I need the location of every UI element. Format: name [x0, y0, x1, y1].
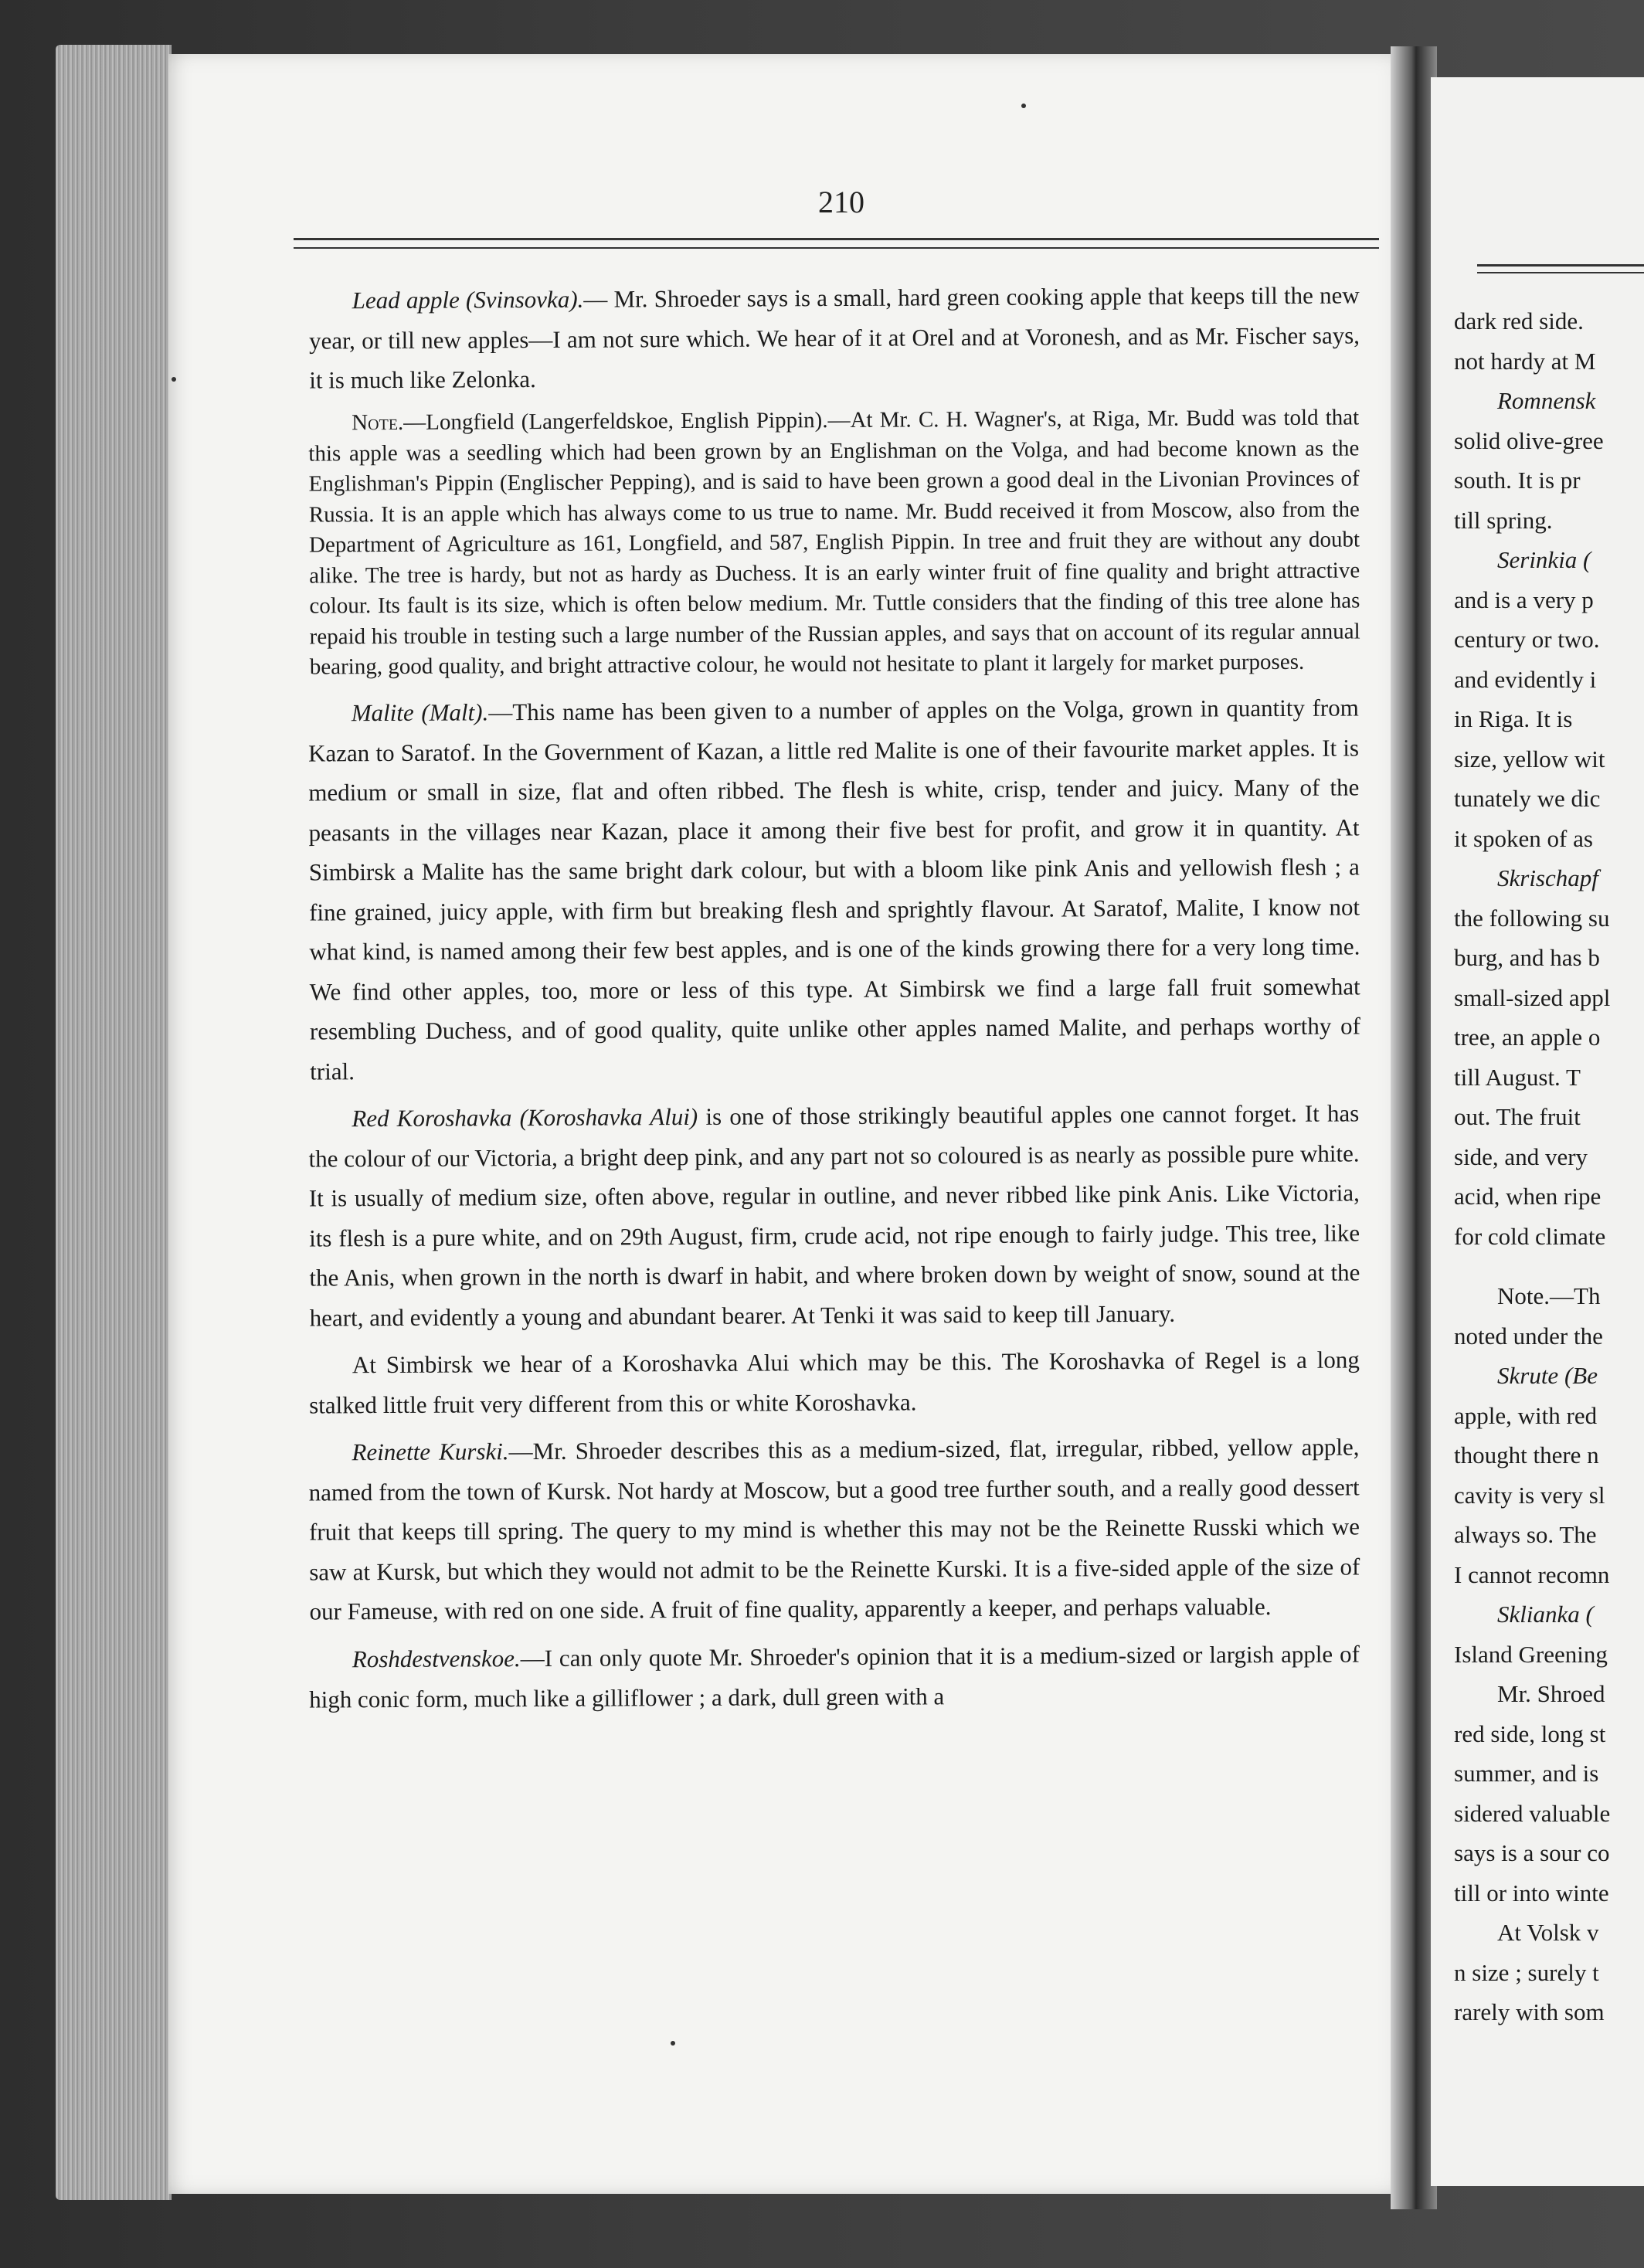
book-page-edges — [56, 45, 172, 2200]
right-page-line: till or into winte — [1454, 1879, 1609, 1906]
entry-heading: Roshdestvenskoe. — [352, 1644, 521, 1672]
entry-koroshavka-note — [309, 1339, 1360, 1424]
right-page-line: dark red side. — [1454, 307, 1584, 334]
entry-body: is one of those strikingly beautiful apples one cannot forget. It has the colour of our Victoria, a bright deep pink, and any part not so coloured is as nearly as possible pure white. It is usually of medium size, often above, regular in outline, and never ribbed like pink Anis. Like Victoria, its flesh is a pure white, and on 29th August, firm, crude acid, not ripe enough to fairly judge. This tree, like the Anis, when grown in the north is dwarf in habit, and where broken down by weight of snow, sound at the heart, and evidently a young and abundant bearer. At Tenki it was said to keep till January. — [308, 1099, 1360, 1332]
scan-speck — [671, 2041, 675, 2046]
right-page-line: red side, long st — [1454, 1720, 1606, 1747]
right-page-line: always so. The — [1454, 1521, 1597, 1548]
right-page-line: tree, an apple o — [1454, 1024, 1601, 1051]
entry-body: —This name has been given to a number of apples on the Volga, grown in quantity from Kazan to Saratof. In the Government of Kazan, a little red Malite is one of their favourite market apples. It is medium or small in size, flat and often ribbed. The flesh is white, crisp, tender and juicy. Many of the peasants in the villages near Kazan, place it among their five best for profit, and grow it in quantity. At Simbirsk a Malite has the same bright dark colour, but with a bloom like pink Anis and yellowish flesh ; a fine grained, juicy apple, with firm but breaking flesh and sprightly flavour. At Saratof, Malite, I know not what kind, is named among their few best apples, and is one of the kinds growing there for a very long time. We find other apples, too, more or less of this type. At Simbirsk we find a large fall fruit somewhat resembling Duchess, and of good quality, quite unlike other apples named Malite, and perhaps worthy of trial. — [307, 694, 1361, 1085]
right-page-line: size, yellow wit — [1454, 745, 1605, 772]
right-page-line: out. The fruit — [1454, 1103, 1581, 1130]
scan-speck — [172, 377, 176, 382]
entry-body: —I can only quote Mr. Shroeder's opinion that it is a medium-sized or largish apple of high conic form, much like a gilliflower ; a dark, dull green with a — [309, 1639, 1360, 1713]
right-page-line: Mr. Shroed — [1497, 1680, 1605, 1707]
right-page-line: rarely with som — [1454, 1998, 1605, 2025]
right-page-line: the following su — [1454, 904, 1610, 932]
header-rule — [294, 238, 1379, 249]
right-page-line: apple, with red — [1454, 1401, 1598, 1429]
right-page-line: century or two. — [1454, 626, 1600, 653]
entry-body: —Longfield (Langerfeldskoe, English Pippin).—At Mr. C. H. Wagner's, at Riga, Mr. Budd was told that this apple was a seedling which had been grown by an Englishman on the Volga, and had become known as the Englishman's Pippin (Englischer Pepping), and is said to have been grown a good deal in the Livonian Provinces of Russia. It is an apple which has always come to us true to name. Mr. Budd received it from Moscow, also from the Department of Agriculture as 161, Longfield, and 587, English Pippin. In tree and fruit they are without any doubt alike. The tree is hardy, but not as hardy as Duchess. It is an early winter fruit of fine quality and bright attractive colour. Its fault is its size, which is often below medium. Mr. Tuttle considers that the finding of this tree alone has repaid his trouble in testing such a large number of the Russian apples, and says that on account of its regular annual bearing, good quality, and bright attractive colour, he would not hesitate to plant it largely for market purposes. — [308, 404, 1360, 680]
right-page-line: acid, when ripe — [1454, 1183, 1602, 1210]
right-page-line: Sklianka ( — [1497, 1601, 1594, 1628]
entry-heading: Lead apple (Svinsovka). — [352, 285, 584, 314]
page-number: 210 — [818, 185, 864, 219]
right-page-line: At Volsk v — [1497, 1919, 1599, 1946]
right-page-line: summer, and is — [1454, 1760, 1599, 1787]
right-page-line: cavity is very sl — [1454, 1481, 1605, 1509]
entry-heading: Red Koroshavka (Koroshavka Alui) — [352, 1102, 698, 1132]
right-page-line: says is a sour co — [1454, 1839, 1610, 1866]
entry-body: — Mr. Shroeder says is a small, hard green cooking apple that keeps till the new year, or till new apples—I am not sure which. We hear of it at Orel and at Voronesh, and as Mr. Fischer says, it is much like Zelonka. — [308, 281, 1360, 394]
entry-note-longfield — [308, 402, 1360, 683]
book-gutter — [1391, 46, 1437, 2209]
right-page-gap — [1454, 1256, 1644, 1276]
right-page-line: thought there n — [1454, 1441, 1599, 1468]
entry-heading: Malite (Malt). — [351, 698, 489, 727]
right-page-line: burg, and has b — [1454, 944, 1600, 971]
right-page-text — [1454, 301, 1644, 2032]
right-page-line: I cannot recomn — [1454, 1560, 1610, 1588]
right-page-line: noted under the — [1454, 1322, 1603, 1350]
main-text-column — [309, 278, 1360, 1724]
right-page-header-rule — [1477, 264, 1644, 273]
right-page-line: and is a very p — [1454, 586, 1594, 613]
right-page-line: tunately we dic — [1454, 785, 1601, 812]
right-page-line: and evidently i — [1454, 665, 1597, 693]
right-page-line: small-sized appl — [1454, 983, 1611, 1011]
scan-speck — [1021, 104, 1026, 108]
right-page-line: till spring. — [1454, 506, 1553, 534]
right-page-line: not hardy at M — [1454, 347, 1596, 375]
right-page-line: solid olive-gree — [1454, 426, 1604, 454]
entry-heading: Reinette Kurski. — [352, 1438, 509, 1466]
right-page-line: till August. T — [1454, 1063, 1581, 1091]
entry-red-koroshavka — [308, 1093, 1360, 1337]
note-heading: Note. — [352, 409, 404, 435]
right-page-line: Skrischapf — [1497, 864, 1598, 891]
right-page-line: Island Greening — [1454, 1640, 1608, 1668]
right-page-line: for cold climate — [1454, 1222, 1606, 1250]
right-page-line: sidered valuable — [1454, 1799, 1611, 1827]
right-page-line: side, and very — [1454, 1142, 1588, 1170]
entry-reinette-kurski — [308, 1427, 1360, 1631]
entry-lead-apple — [309, 275, 1360, 400]
right-page-line: in Riga. It is — [1454, 705, 1573, 732]
right-page-line: Romnensk — [1497, 387, 1596, 414]
right-page — [1431, 77, 1644, 2186]
right-page-line: Note.—Th — [1497, 1282, 1601, 1309]
entry-malite — [308, 688, 1361, 1091]
right-page-line: Skrute (Be — [1497, 1362, 1598, 1389]
right-page-line: Serinkia ( — [1497, 546, 1591, 573]
right-page-line: south. It is pr — [1454, 467, 1581, 494]
entry-roshdestvenskoe — [309, 1634, 1360, 1719]
right-page-line: it spoken of as — [1454, 824, 1593, 852]
entry-body: —Mr. Shroeder describes this as a medium-sized, flat, irregular, ribbed, yellow apple, named from the town of Kursk. Not hardy at Moscow, but a good tree further south, and a really good dessert fruit that keeps till spring. The query to my mind is whether this may not be the Reinette Russki which we saw at Kursk, but which they would not admit to be the Reinette Kurski. It is a five-sided apple of the size of our Fameuse, with red on one side. A fruit of fine quality, apparently a keeper, and perhaps valuable. — [308, 1433, 1360, 1625]
right-page-line: n size ; surely t — [1454, 1958, 1599, 1986]
entry-body: At Simbirsk we hear of a Koroshavka Alui which may be this. The Koroshavka of Regel is a long stalked little fruit very different from this or white Koroshavka. — [309, 1346, 1360, 1419]
